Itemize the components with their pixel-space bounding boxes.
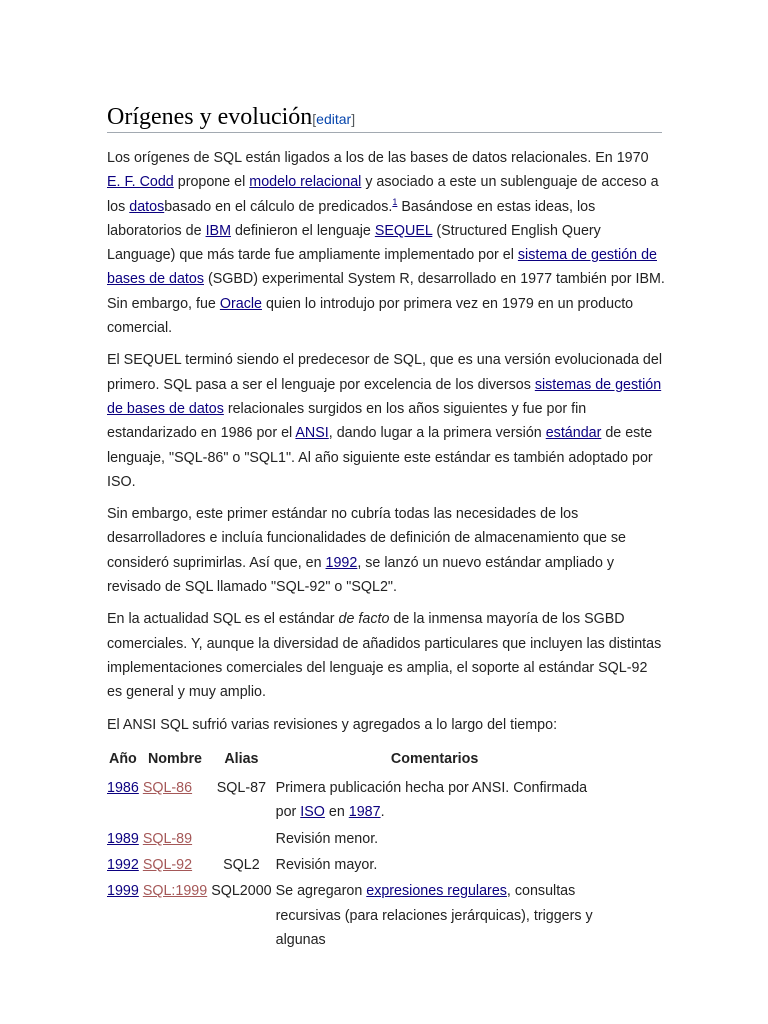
link-modelo-relacional[interactable]: modelo relacional: [249, 174, 362, 191]
edit-link[interactable]: editar: [316, 111, 352, 127]
header-year: Año: [109, 750, 137, 767]
text: y asociado a este un sublenguaje de acceso a los: [107, 174, 659, 215]
text: quien lo introdujo por primera vez en 1979 en un producto comercial.: [107, 295, 634, 337]
reference-1[interactable]: 1: [392, 196, 398, 207]
edit-bracket-close: ]: [351, 111, 356, 127]
edit-section: [312, 111, 355, 127]
edit-bracket-open: [: [312, 111, 317, 127]
name-link[interactable]: SQL-86: [142, 780, 193, 797]
section-heading: [107, 104, 662, 133]
paragraph-actualidad: [107, 607, 665, 704]
year-link[interactable]: 1986: [107, 780, 139, 797]
alias-cell: [209, 826, 273, 852]
paragraph-origins: [107, 146, 665, 340]
header-comments: Comentarios: [390, 750, 479, 767]
text: propone el: [173, 174, 250, 191]
paragraph-revisiones: El ANSI SQL sufrió varias revisiones y agregados a lo largo del tiempo:: [107, 716, 558, 733]
link-codd[interactable]: E. F. Codd: [107, 174, 174, 191]
comment-cell: Revisión menor.: [275, 830, 379, 847]
link-ibm[interactable]: IBM: [205, 222, 231, 239]
comment-cell: [274, 878, 596, 953]
text: En la actualidad SQL es el estándar: [107, 611, 339, 628]
table-header-row: [105, 747, 596, 775]
text: , consultas recursivas (para relaciones jerárquicas), triggers y algunas: [275, 883, 593, 948]
text: relacionales surgidos en los años siguientes y fue por fin estandarizado en 1986 por el: [107, 400, 587, 442]
text: Primera publicación hecha por ANSI. Confirmada por: [275, 780, 588, 821]
text: definieron el lenguaje: [230, 222, 375, 239]
paragraph-sql92: [107, 502, 665, 599]
link-ansi[interactable]: ANSI: [295, 425, 329, 442]
text: Se agregaron: [275, 883, 367, 900]
text: de este lenguaje, "SQL-86" o "SQL1". Al año siguiente este estándar es también adoptado por ISO.: [107, 425, 653, 490]
paragraph-sequel: [107, 348, 665, 494]
text: .: [380, 804, 385, 821]
link-sistemas-gestion[interactable]: sistemas de gestión de bases de datos: [107, 376, 662, 417]
article-body: [107, 146, 665, 953]
header-name: Nombre: [147, 750, 203, 767]
header-alias: Alias: [224, 750, 259, 767]
alias-cell: SQL-87: [216, 780, 267, 797]
table-row: [105, 775, 596, 826]
revisions-table: [105, 747, 596, 953]
text: (SGBD) experimental System R, desarrollado en 1977 también por IBM. Sin embargo, fue: [107, 271, 665, 312]
text: Sin embargo, este primer estándar no cubría todas las necesidades de los desarrolladores e incluía funcionalidades de definición de almacenamiento que se consideró suprimirlas. Así que, en: [107, 506, 626, 571]
link-oracle[interactable]: Oracle: [219, 295, 262, 312]
link-1992[interactable]: 1992: [325, 554, 358, 571]
text: , se lanzó un nuevo estándar ampliado y revisado de SQL llamado "SQL-92" o "SQL2".: [107, 554, 615, 596]
link-datos[interactable]: datos: [129, 198, 165, 215]
name-link[interactable]: SQL:1999: [142, 883, 208, 900]
section-title: Orígenes y evolución: [107, 104, 313, 130]
link-sgbd[interactable]: sistema de gestión de bases de datos: [107, 247, 657, 288]
text: en: [324, 804, 349, 821]
comment-cell: Revisión mayor.: [275, 857, 378, 874]
link-1987[interactable]: 1987: [348, 804, 381, 821]
year-link[interactable]: 1992: [107, 857, 139, 874]
table-row: [105, 878, 596, 953]
link-iso[interactable]: ISO: [300, 804, 325, 821]
text: basado en el cálculo de predicados.: [164, 198, 393, 215]
text: , dando lugar a la primera versión: [328, 425, 546, 442]
link-estandar[interactable]: estándar: [545, 425, 602, 442]
text: El SEQUEL terminó siendo el predecesor de SQL, que es una versión evolucionada del primero. SQL pasa a ser el lenguaje por excelencia de los diversos: [107, 352, 662, 393]
text: (Structured English Query Language) que más tarde fue ampliamente implementado por el: [107, 222, 601, 264]
name-link[interactable]: SQL-92: [142, 857, 193, 874]
link-sequel[interactable]: SEQUEL: [374, 222, 433, 239]
name-link[interactable]: SQL-89: [142, 830, 193, 847]
text: Basándose en estas ideas, los laboratorios de: [107, 198, 596, 239]
alias-cell: SQL2: [223, 857, 260, 874]
comment-cell: [274, 775, 596, 826]
text: Los orígenes de SQL están ligados a los de las bases de datos relacionales. En 1970: [107, 150, 649, 166]
text: de la inmensa mayoría de los SGBD comerciales. Y, aunque la diversidad de añadidos particulares que incluyen las distintas implementaciones comerciales del lenguaje es amplia, el soporte al estándar SQL-92 es general y muy amplio.: [107, 611, 662, 701]
year-link[interactable]: 1989: [107, 830, 139, 847]
year-link[interactable]: 1999: [107, 883, 139, 900]
table-row: [105, 826, 596, 852]
link-expresiones-regulares[interactable]: expresiones regulares: [366, 883, 507, 900]
alias-cell: SQL2000: [211, 883, 272, 900]
table-row: [105, 852, 596, 878]
text-de-facto: de facto: [338, 611, 390, 628]
